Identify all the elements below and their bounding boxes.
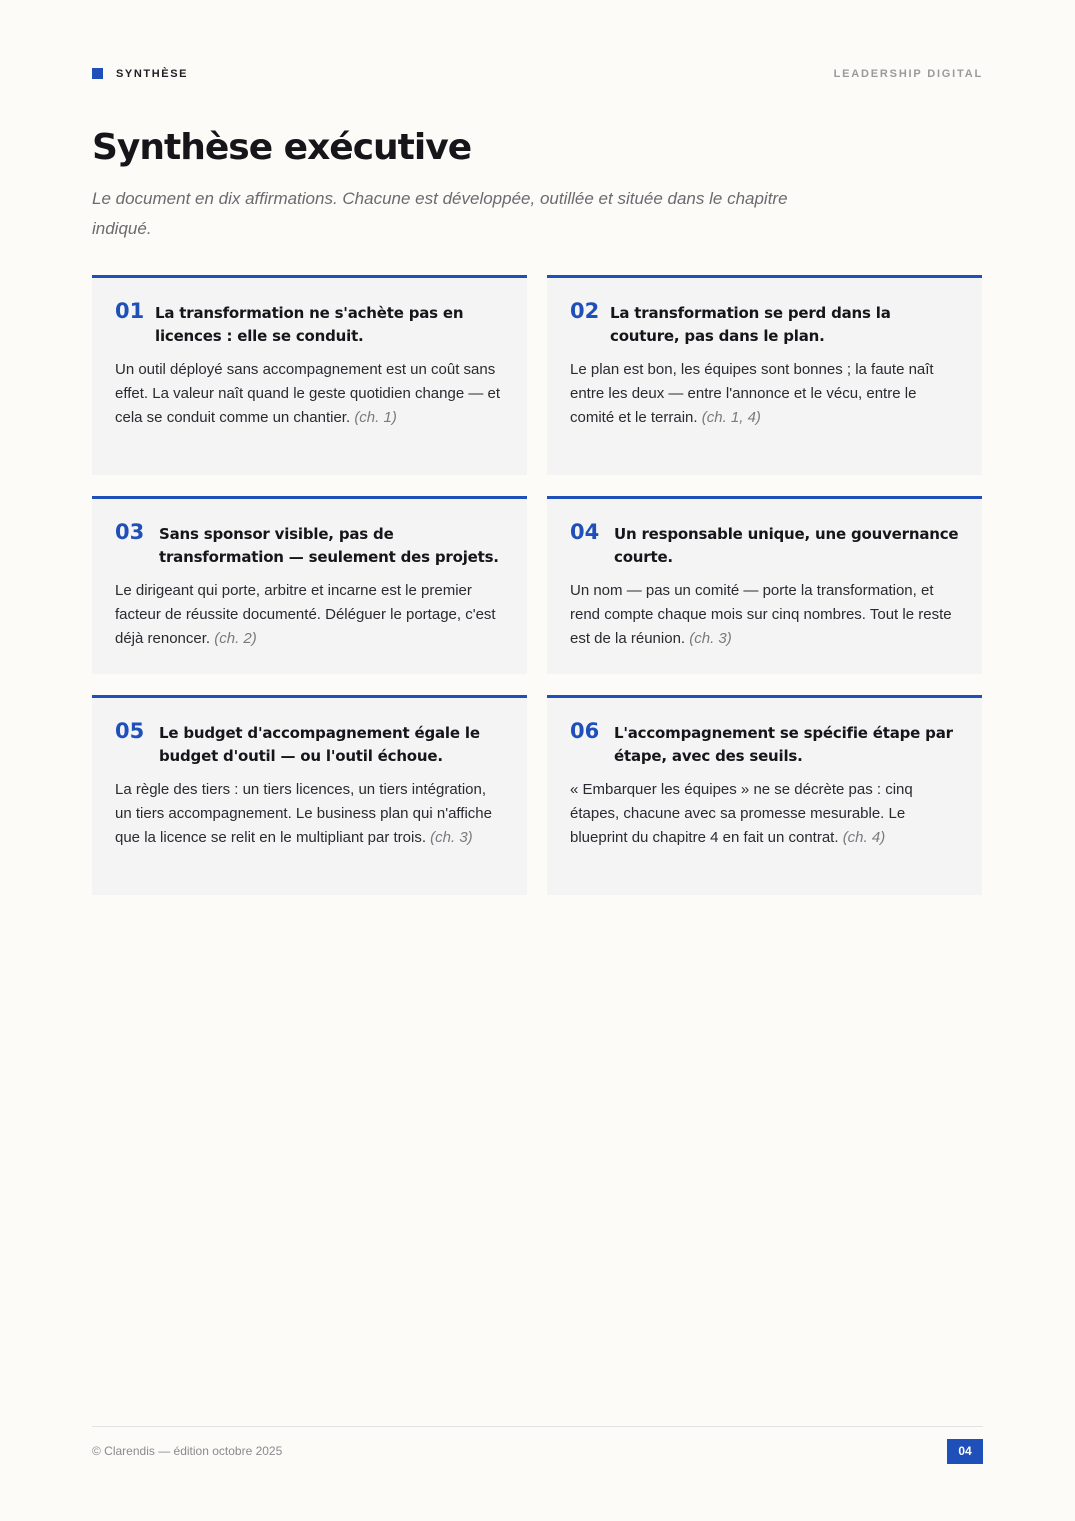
card-number: 06 bbox=[570, 719, 600, 743]
page bbox=[92, 0, 983, 1521]
chapter-reference: (ch. 3) bbox=[430, 829, 473, 846]
summary-card-01 bbox=[92, 275, 527, 475]
card-body bbox=[570, 358, 959, 430]
card-body bbox=[570, 579, 959, 651]
card-title: La transformation se perd dans la couture, pas dans le plan. bbox=[610, 304, 891, 345]
card-number: 04 bbox=[570, 520, 600, 544]
chapter-reference: (ch. 1) bbox=[354, 409, 397, 426]
chapter-reference: (ch. 1, 4) bbox=[701, 409, 761, 426]
card-title: La transformation ne s'achète pas en licences : elle se conduit. bbox=[155, 304, 464, 345]
card-title: L'accompagnement se spécifie étape par étape, avec des seuils. bbox=[614, 724, 953, 765]
card-body-text: Le plan est bon, les équipes sont bonnes ; la faute naît entre les deux — entre l'annonce et le vécu, entre le comité et le terrain. bbox=[570, 361, 934, 426]
card-header bbox=[115, 520, 504, 569]
summary-card-05 bbox=[92, 695, 527, 895]
section-label: SYNTHÈSE bbox=[116, 68, 189, 80]
card-body bbox=[115, 358, 504, 430]
footer-copyright: © Clarendis — édition octobre 2025 bbox=[92, 1444, 283, 1458]
card-title: Le budget d'accompagnement égale le budget d'outil — ou l'outil échoue. bbox=[159, 724, 480, 765]
chapter-reference: (ch. 3) bbox=[689, 630, 732, 647]
summary-card-04 bbox=[547, 496, 982, 674]
card-body-text: Un nom — pas un comité — porte la transformation, et rend compte chaque mois sur cinq nombres. Tout le reste est de la réunion. bbox=[570, 582, 952, 647]
summary-card-03 bbox=[92, 496, 527, 674]
chapter-reference: (ch. 4) bbox=[842, 829, 886, 846]
card-number: 01 bbox=[115, 299, 145, 323]
card-body bbox=[570, 778, 959, 850]
summary-card-02 bbox=[547, 275, 982, 475]
page-subtitle: Le document en dix affirmations. Chacune est développée, outillée et située dans le chapitre indiqué. bbox=[92, 189, 788, 238]
page-title: Synthèse exécutive bbox=[92, 127, 472, 168]
card-body-text: Le dirigeant qui porte, arbitre et incarne est le premier facteur de réussite documenté. Déléguer le portage, c'est déjà renoncer. bbox=[115, 582, 496, 647]
summary-card-06 bbox=[547, 695, 982, 895]
card-body-text: La règle des tiers : un tiers licences, un tiers intégration, un tiers accompagnement. Le business plan qui n'affiche que la licence se relit en le multipliant par trois. bbox=[115, 781, 492, 846]
card-number: 02 bbox=[570, 299, 600, 323]
card-number: 05 bbox=[115, 719, 145, 743]
section-marker-square bbox=[92, 68, 103, 79]
card-body-text: Un outil déployé sans accompagnement est un coût sans effet. La valeur naît quand le geste quotidien change — et cela se conduit comme un chantier. bbox=[115, 361, 501, 426]
card-body bbox=[115, 579, 504, 651]
card-header bbox=[115, 299, 504, 348]
card-header bbox=[570, 299, 959, 348]
card-title: Un responsable unique, une gouvernance courte. bbox=[614, 525, 959, 566]
footer-divider bbox=[92, 1426, 983, 1427]
card-body bbox=[115, 778, 504, 850]
card-header bbox=[570, 719, 959, 768]
page-number-badge: 04 bbox=[947, 1439, 983, 1464]
card-number: 03 bbox=[115, 520, 145, 544]
top-bar bbox=[92, 66, 983, 82]
card-title: Sans sponsor visible, pas de transformation — seulement des projets. bbox=[159, 525, 499, 566]
chapter-reference: (ch. 2) bbox=[214, 630, 257, 647]
brand-label: LEADERSHIP DIGITAL bbox=[833, 68, 983, 80]
card-header bbox=[115, 719, 504, 768]
card-header bbox=[570, 520, 959, 569]
card-body-text: « Embarquer les équipes » ne se décrète pas : cinq étapes, chacune avec sa promesse mesurable. Le blueprint du chapitre 4 en fait un contrat. bbox=[570, 781, 913, 846]
